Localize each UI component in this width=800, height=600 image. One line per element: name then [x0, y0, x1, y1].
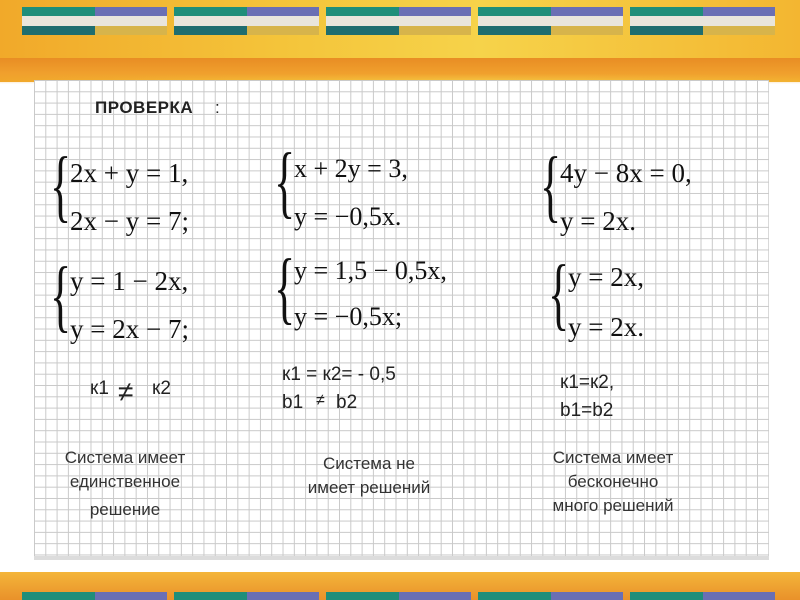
- banner-tile: [174, 7, 319, 35]
- equation: y = 2x,: [568, 262, 644, 292]
- system-brace: {: [50, 252, 72, 340]
- equation: 2x − y = 7;: [70, 206, 189, 236]
- conclusion-line: Система не: [322, 454, 416, 473]
- slopes-equal-text: к1=к2,: [560, 372, 615, 393]
- b1-label: b1: [282, 392, 304, 413]
- banner-tile: [478, 7, 623, 35]
- conclusion-line: единственное: [69, 472, 181, 491]
- system-brace: {: [540, 142, 562, 230]
- equation: y = 1 − 2x,: [70, 266, 189, 296]
- system-brace: {: [548, 250, 570, 338]
- equation: y = −0,5x.: [294, 202, 402, 231]
- equation: 2x + y = 1,: [70, 158, 189, 188]
- system-brace: {: [274, 138, 296, 226]
- conclusion-text: [528, 446, 698, 518]
- conclusion-line: много решений: [552, 496, 674, 515]
- equation: 4y − 8x = 0,: [560, 158, 692, 188]
- not-equal-sign: ≠: [118, 376, 134, 407]
- conclusion-line: имеет решений: [307, 478, 431, 497]
- footer-tile: [22, 592, 167, 600]
- footer-tile: [630, 592, 775, 600]
- slopes-equal-text: к1 = к2= - 0,5: [282, 364, 396, 385]
- intercepts-equal-text: b1=b2: [560, 400, 614, 421]
- title-colon: :: [215, 98, 220, 117]
- equation: y = 2x.: [568, 312, 644, 342]
- system-brace: {: [274, 244, 296, 332]
- not-equal-sign: ≠: [316, 392, 325, 409]
- equation: y = 1,5 − 0,5x,: [294, 256, 447, 285]
- conclusion-line: решение: [89, 500, 161, 519]
- footer-tile: [174, 592, 319, 600]
- b2-label: b2: [336, 392, 358, 413]
- banner-tile: [22, 7, 167, 35]
- conclusion-line: Система имеет: [64, 448, 186, 467]
- equation: y = −0,5x;: [294, 302, 403, 331]
- footer-tile: [326, 592, 471, 600]
- k1-label: к1: [90, 378, 109, 399]
- conclusion-line: Система имеет: [552, 448, 674, 467]
- equation: x + 2y = 3,: [294, 154, 408, 183]
- conclusion-line: бесконечно: [567, 472, 659, 491]
- k2-label: к2: [152, 378, 171, 399]
- system-brace: {: [50, 142, 72, 230]
- banner-tile: [326, 7, 471, 35]
- conclusion-text: [40, 446, 210, 522]
- equation: y = 2x.: [560, 206, 636, 236]
- footer-tile: [478, 592, 623, 600]
- equation: y = 2x − 7;: [70, 314, 189, 344]
- page-title: ПРОВЕРКА: [95, 98, 194, 117]
- conclusion-text: [284, 452, 454, 500]
- paper-shadow: [34, 556, 769, 560]
- banner-tile: [630, 7, 775, 35]
